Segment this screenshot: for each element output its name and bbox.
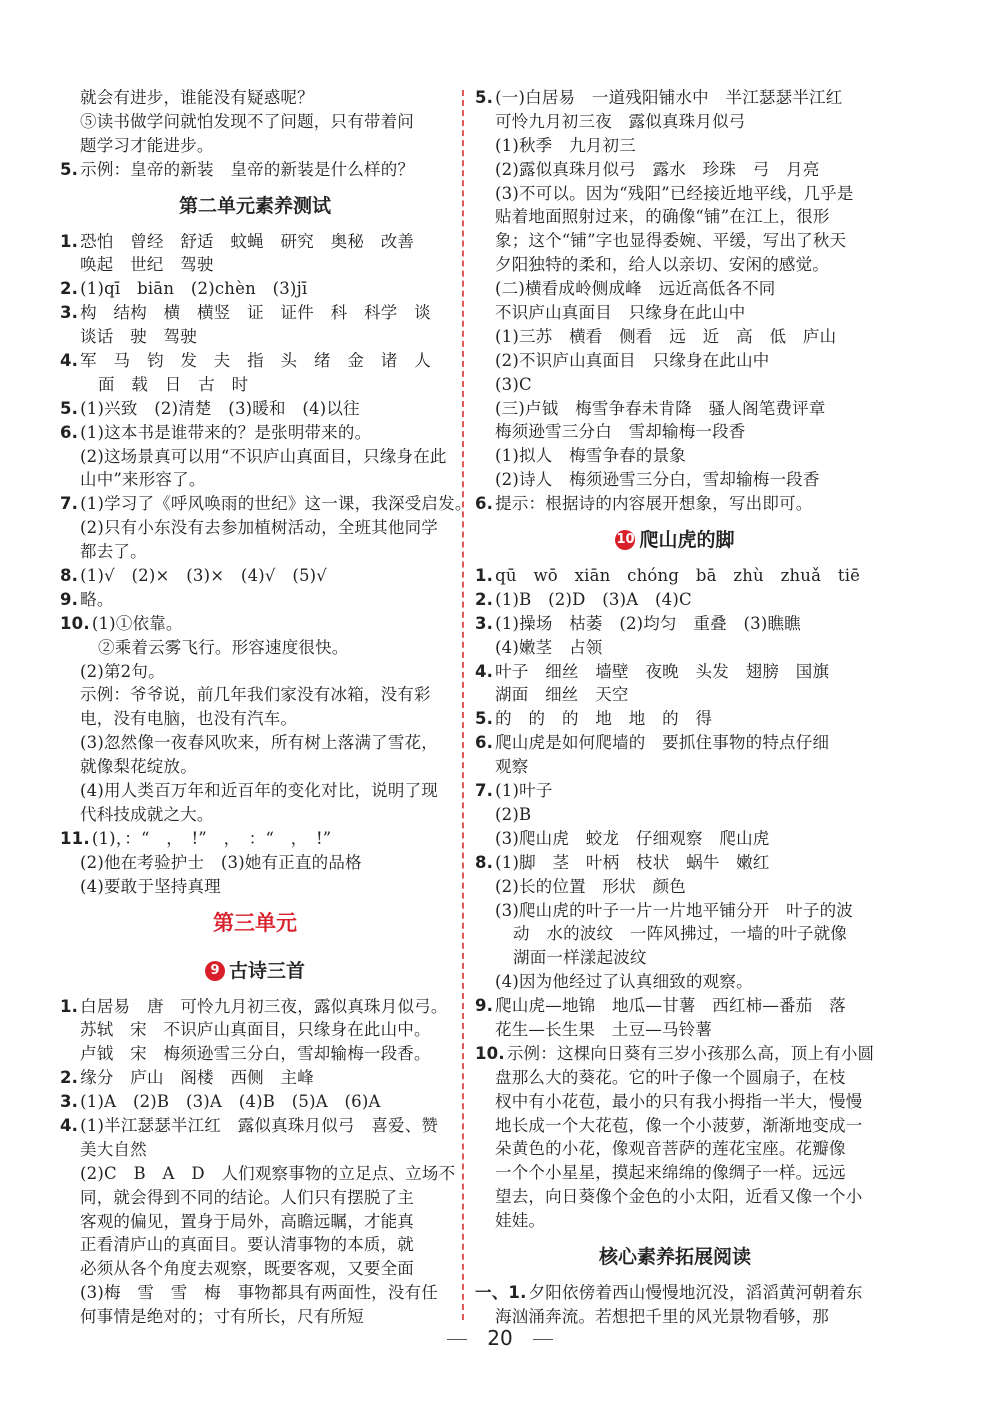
answer-line: [475, 1209, 875, 1233]
answer-line: [475, 707, 875, 731]
answer-text: 提示：根据诗的内容展开想象，写出即可。: [495, 494, 813, 514]
question-number: 4.: [60, 351, 79, 371]
answer-text: 湖面一样漾起波纹: [513, 948, 647, 968]
answer-line: [475, 1161, 875, 1185]
question-number: 1.: [475, 566, 494, 586]
answer-text: 夕阳独特的柔和，给人以亲切、安闲的感觉。: [495, 255, 829, 275]
answer-line: [475, 444, 875, 468]
answer-line: [60, 1090, 450, 1114]
answer-line: [60, 731, 450, 755]
answer-line: [60, 588, 450, 612]
answer-line: [475, 397, 875, 421]
answer-line: [475, 349, 875, 373]
answer-line: [475, 1114, 875, 1138]
answer-text: (2)诗人 梅须逊雪三分白，雪却输梅一段香: [495, 470, 820, 490]
answer-line: [475, 755, 875, 779]
answer-line: [60, 1114, 450, 1138]
answer-line: [475, 899, 875, 923]
answer-line: [60, 636, 450, 660]
section-heading: [60, 182, 450, 230]
heading-text: 爬山虎的脚: [639, 529, 735, 552]
answer-line: [60, 373, 450, 397]
question-number: 6.: [60, 422, 79, 442]
answer-text: 何事情是绝对的；寸有所长，尺有所短: [80, 1307, 364, 1327]
answer-text: (2)不识庐山真面目 只缘身在此山中: [495, 350, 770, 370]
answer-text: 象；这个“铺”字也显得委婉、平缓，写出了秋天: [495, 231, 847, 251]
answer-line: [475, 1018, 875, 1042]
answer-text: 就像梨花绽放。: [80, 757, 197, 777]
answer-text: (2)长的位置 形状 颜色: [495, 876, 686, 896]
answer-line: [475, 1042, 875, 1066]
question-number: 11.: [60, 828, 90, 848]
answer-text: (4)因为他经过了认真细致的观察。: [495, 972, 753, 992]
answer-text: (1)①依靠。: [91, 613, 183, 633]
answer-text: (2)他在考验护士 (3)她有正直的品格: [80, 852, 362, 872]
answer-text: 客观的偏见，置身于局外，高瞻远瞩，才能真: [80, 1211, 414, 1231]
answer-text: (2)B: [495, 804, 532, 824]
answer-line: [475, 253, 875, 277]
answer-text: 唤起 世纪 驾驶: [80, 255, 214, 275]
answer-text: 谈话 驶 驾驶: [80, 327, 197, 347]
answer-text: 同，就会得到不同的结论。人们只有摆脱了主: [80, 1187, 414, 1207]
answer-line: [475, 468, 875, 492]
heading-text: 核心素养拓展阅读: [598, 1245, 751, 1268]
answer-line: [60, 1281, 450, 1305]
answer-text: (1)三苏 横看 侧看 远 近 高 低 庐山: [495, 326, 837, 346]
answer-text: 苏轼 宋 不识庐山真面目，只缘身在此山中。: [80, 1020, 431, 1040]
question-number: 5.: [60, 398, 79, 418]
heading-text: 第二单元素养测试: [178, 194, 331, 217]
answer-line: [475, 492, 875, 516]
answer-text: (2)第2句。: [80, 661, 165, 681]
question-number: 6.: [475, 494, 494, 514]
question-number: 6.: [475, 733, 494, 753]
page-footer: [0, 1326, 1000, 1350]
answer-line: [475, 731, 875, 755]
answer-text: 海汹涌奔流。若想把千里的风光景物看够，那: [495, 1306, 829, 1326]
answer-line: [60, 516, 450, 540]
answer-text: 构 结构 横 横竖 证 证件 科 科学 谈: [80, 303, 431, 323]
answer-line: [60, 779, 450, 803]
answer-text: 望去，向日葵像个金色的小太阳，近看又像一个小: [495, 1187, 863, 1207]
answer-line: [475, 636, 875, 660]
answer-text: (3)C: [495, 374, 532, 394]
answer-text: (2)露似真珠月似弓 露水 珍珠 弓 月亮: [495, 159, 820, 179]
answer-line: [60, 875, 450, 899]
answer-text: (1)脚 茎 叶柄 枝状 蜗牛 嫩红: [495, 852, 770, 872]
answer-text: 示例：这棵向日葵有三岁小孩那么高，顶上有小圆: [506, 1043, 875, 1063]
answer-line: [60, 1042, 450, 1066]
answer-line: [60, 612, 450, 636]
heading-text: 第三单元: [213, 909, 297, 935]
answer-text: (1)学习了《呼风唤雨的世纪》这一课，我深受启发。: [80, 494, 472, 514]
answer-text: 恐怕 曾经 舒适 蚊蝇 研究 奥秘 改善: [80, 231, 415, 251]
answer-line: [475, 1281, 875, 1305]
right-column: [475, 86, 875, 1329]
answer-text: (3)爬山虎的叶子一片一片地平铺分开 叶子的波: [495, 900, 853, 920]
answer-line: [60, 230, 450, 254]
answer-line: [60, 803, 450, 827]
answer-text: (1)这本书是谁带来的？是张明带来的。: [80, 422, 372, 442]
answer-line: [475, 564, 875, 588]
question-number: 5.: [475, 88, 494, 107]
answer-line: [60, 827, 450, 851]
answer-text: 代科技成就之大。: [80, 804, 214, 824]
answer-line: [475, 1185, 875, 1209]
answer-line: [475, 229, 875, 253]
answer-line: [475, 851, 875, 875]
answer-text: 杈中有小花苞，最小的只有我小拇指一半大，慢慢: [495, 1091, 863, 1111]
answer-line: [475, 970, 875, 994]
answer-text: (4)嫩茎 占领: [495, 637, 603, 657]
answer-line: [60, 134, 450, 158]
answer-line: [475, 588, 875, 612]
answer-text: 爬山虎是如何爬墙的 要抓住事物的特点仔细: [495, 733, 830, 753]
answer-line: [475, 827, 875, 851]
answer-text: 的 的 的 地 地 的 得: [495, 709, 713, 729]
answer-line: [60, 707, 450, 731]
answer-text: (3)不可以。因为“残阳”已经接近地平线，几乎是: [495, 183, 854, 203]
answer-text: 梅须逊雪三分白 雪却输梅一段香: [495, 422, 746, 442]
answer-text: 夕阳依傍着西山慢慢地沉没，滔滔黄河朝着东: [528, 1282, 863, 1302]
column-divider: [462, 90, 464, 1320]
answer-text: 一个个小星星，摸起来绵绵的像绸子一样。远远: [495, 1163, 846, 1183]
footer-dash-right: [533, 1339, 553, 1340]
answer-text: 地长成一个大花苞，像一个小菠萝，渐渐地变成一: [495, 1115, 863, 1135]
answer-line: [475, 683, 875, 707]
answer-line: [475, 182, 875, 206]
answer-line: [60, 1162, 456, 1186]
footer-dash-left: [447, 1339, 467, 1340]
answer-line: [475, 205, 875, 229]
question-number: 3.: [60, 303, 79, 323]
answer-line: [60, 1257, 450, 1281]
answer-line: [475, 1137, 875, 1161]
answer-line: [475, 134, 875, 158]
answer-line: [475, 875, 875, 899]
answer-text: 盘那么大的葵花。它的叶子像一个圆扇子，在枝: [495, 1067, 846, 1087]
answer-text: (二)横看成岭侧成峰 远近高低各不同: [495, 279, 776, 299]
lesson-number-badge: 9: [205, 961, 225, 981]
question-number: 2.: [475, 589, 494, 609]
answer-text: 必须从各个角度去观察，既要客观，又要全面: [80, 1259, 414, 1279]
heading-text: 古诗三首: [228, 959, 305, 982]
answer-line: [60, 421, 450, 445]
section-heading: [60, 947, 450, 995]
question-number: 5.: [475, 709, 494, 729]
answer-line: [475, 660, 875, 684]
answer-text: 就会有进步，谁能没有疑惑呢？: [80, 88, 314, 107]
answer-line: [475, 277, 875, 301]
answer-text: 娃娃。: [495, 1211, 546, 1231]
answer-line: [475, 110, 875, 134]
answer-line: [475, 803, 875, 827]
answer-line: [60, 397, 450, 421]
answer-line: [60, 301, 450, 325]
answer-text: (3)梅 雪 雪 梅 事物都具有两面性，没有任: [80, 1283, 438, 1303]
answer-text: 略。: [80, 589, 114, 609]
answer-line: [60, 540, 450, 564]
answer-line: [60, 1018, 450, 1042]
answer-line: [475, 1090, 875, 1114]
answer-text: 贴着地面照射过来，的确像“铺”在江上，很形: [495, 207, 830, 227]
answer-text: (1)拟人 梅雪争春的景象: [495, 446, 686, 466]
answer-text: 卢钺 宋 梅须逊雪三分白，雪却输梅一段香。: [80, 1044, 431, 1064]
answer-line: [60, 1186, 450, 1210]
answer-text: ⑤读书做学问就怕发现不了问题，只有带着问: [80, 111, 414, 131]
answer-line: [475, 158, 875, 182]
answer-line: [475, 373, 875, 397]
answer-text: (1)A (2)B (3)A (4)B (5)A (6)A: [80, 1092, 381, 1112]
question-number: 10.: [475, 1043, 505, 1063]
question-number: 8.: [60, 566, 79, 586]
answer-line: [60, 660, 450, 684]
answer-text: 示例：爷爷说，前几年我们家没有冰箱，没有彩: [80, 685, 431, 705]
question-number: 1.: [60, 231, 79, 251]
question-number: 2.: [60, 279, 79, 299]
answer-text: (一)白居易 一道残阳铺水中 半江瑟瑟半江红: [495, 88, 843, 107]
left-column: [60, 86, 472, 1329]
answer-line: [475, 1066, 875, 1090]
answer-line: [60, 158, 450, 182]
question-number: 4.: [475, 661, 494, 681]
section-heading: [60, 899, 450, 947]
answer-text: qū wō xiān chóng bā zhù zhuǎ tiē: [495, 566, 861, 586]
answer-line: [60, 277, 450, 301]
answer-text: 面 载 日 古 时: [98, 374, 249, 394]
answer-line: [475, 922, 875, 946]
answer-text: 叶子 细丝 墙壁 夜晚 头发 翅膀 国旗: [495, 661, 830, 681]
answer-line: [475, 420, 875, 444]
page-number: 20: [487, 1326, 513, 1350]
answer-line: [60, 1233, 450, 1257]
answer-text: (1)半江瑟瑟半江红 露似真珠月似弓 喜爱、赞: [80, 1115, 439, 1135]
answer-text: (2)这场景真可以用“不识庐山真面目，只缘身在此: [80, 446, 447, 466]
answer-text: (1)秋季 九月初三: [495, 135, 636, 155]
answer-text: 可怜九月初三夜 露似真珠月似弓: [495, 111, 746, 131]
question-number: 2.: [60, 1068, 79, 1088]
lesson-number-badge: 10: [615, 530, 635, 550]
question-number: 3.: [60, 1092, 79, 1112]
answer-line: [60, 492, 472, 516]
section-heading: [475, 516, 875, 564]
answer-text: 美大自然: [80, 1139, 147, 1159]
answer-line: [60, 1066, 450, 1090]
answer-text: 观察: [495, 757, 529, 777]
question-number: 一、1.: [475, 1282, 527, 1302]
question-number: 10.: [60, 613, 90, 633]
answer-line: [60, 253, 450, 277]
answer-text: ②乘着云雾飞行。形容速度很快。: [98, 637, 349, 657]
answer-text: 山中”来形容了。: [80, 470, 206, 490]
answer-text: (3)忽然像一夜春风吹来，所有树上落满了雪花，: [80, 733, 438, 753]
answer-text: 不识庐山真面目 只缘身在此山中: [495, 303, 746, 323]
question-number: 7.: [475, 781, 494, 801]
answer-text: (2)只有小东没有去参加植树活动，全班其他同学: [80, 518, 438, 538]
answer-text: (4)用人类百万年和近百年的变化对比，说明了现: [80, 781, 438, 801]
section-heading: [475, 1233, 875, 1281]
answer-line: [60, 564, 450, 588]
answer-text: (1)qī biān (2)chèn (3)jī: [80, 279, 308, 299]
question-number: 7.: [60, 494, 79, 514]
answer-line: [60, 468, 450, 492]
answer-line: [60, 110, 450, 134]
answer-text: 都去了。: [80, 542, 147, 562]
answer-line: [475, 946, 875, 970]
question-number: 4.: [60, 1115, 79, 1135]
answer-line: [475, 301, 875, 325]
question-number: 8.: [475, 852, 494, 872]
answer-text: 正看清庐山的真面目。要认清事物的本质，就: [80, 1235, 414, 1255]
answer-text: 军 马 钧 发 夫 指 头 绪 金 诸 人: [80, 351, 431, 371]
answer-line: [60, 755, 450, 779]
answer-text: 白居易 唐 可怜九月初三夜，露似真珠月似弓。: [80, 996, 448, 1016]
answer-text: (1)叶子: [495, 781, 553, 801]
answer-line: [475, 325, 875, 349]
question-number: 3.: [475, 613, 494, 633]
answer-text: 湖面 细丝 天空: [495, 685, 629, 705]
answer-text: (1)兴致 (2)清楚 (3)暖和 (4)以往: [80, 398, 360, 418]
answer-line: [475, 86, 875, 110]
answer-text: 朵黄色的小花，像观音菩萨的莲花宝座。花瓣像: [495, 1139, 846, 1159]
question-number: 9.: [60, 589, 79, 609]
answer-line: [475, 612, 875, 636]
answer-text: (4)要敢于坚持真理: [80, 876, 221, 896]
answer-line: [60, 349, 450, 373]
answer-line: [60, 851, 450, 875]
answer-line: [60, 1138, 450, 1162]
answer-text: (1)√ (2)× (3)× (4)√ (5)√: [80, 566, 328, 586]
answer-line: [60, 995, 450, 1019]
answer-text: 电，没有电脑，也没有汽车。: [80, 709, 298, 729]
question-number: 5.: [60, 159, 79, 179]
question-number: 1.: [60, 996, 79, 1016]
answer-line: [60, 445, 450, 469]
answer-text: 示例：皇帝的新装 皇帝的新装是什么样的？: [80, 159, 415, 179]
answer-line: [475, 779, 875, 803]
answer-line: [60, 1210, 450, 1234]
answer-text: (2)C B A D 人们观察事物的立足点、立场不: [80, 1163, 456, 1183]
answer-text: 爬山虎—地锦 地瓜—甘薯 西红柿—番茄 落: [495, 996, 846, 1016]
answer-line: [60, 325, 450, 349]
answer-text: (1)B (2)D (3)A (4)C: [495, 589, 692, 609]
answer-text: 题学习才能进步。: [80, 135, 214, 155]
answer-text: 动 水的波纹 一阵风拂过，一墙的叶子就像: [513, 924, 847, 944]
answer-text: (三)卢钺 梅雪争春未肯降 骚人阁笔费评章: [495, 398, 826, 418]
answer-line: [60, 86, 450, 110]
answer-text: 花生—长生果 土豆—马铃薯: [495, 1019, 713, 1039]
answer-text: (1)，：“ ， !” ， ：“ ， !”: [91, 828, 332, 848]
answer-text: (1)操场 枯萎 (2)均匀 重叠 (3)瞧瞧: [495, 613, 801, 633]
answer-line: [475, 994, 875, 1018]
question-number: 9.: [475, 996, 494, 1016]
answer-text: 缘分 庐山 阁楼 西侧 主峰: [80, 1068, 314, 1088]
answer-text: (3)爬山虎 蛟龙 仔细观察 爬山虎: [495, 828, 770, 848]
answer-line: [60, 683, 450, 707]
